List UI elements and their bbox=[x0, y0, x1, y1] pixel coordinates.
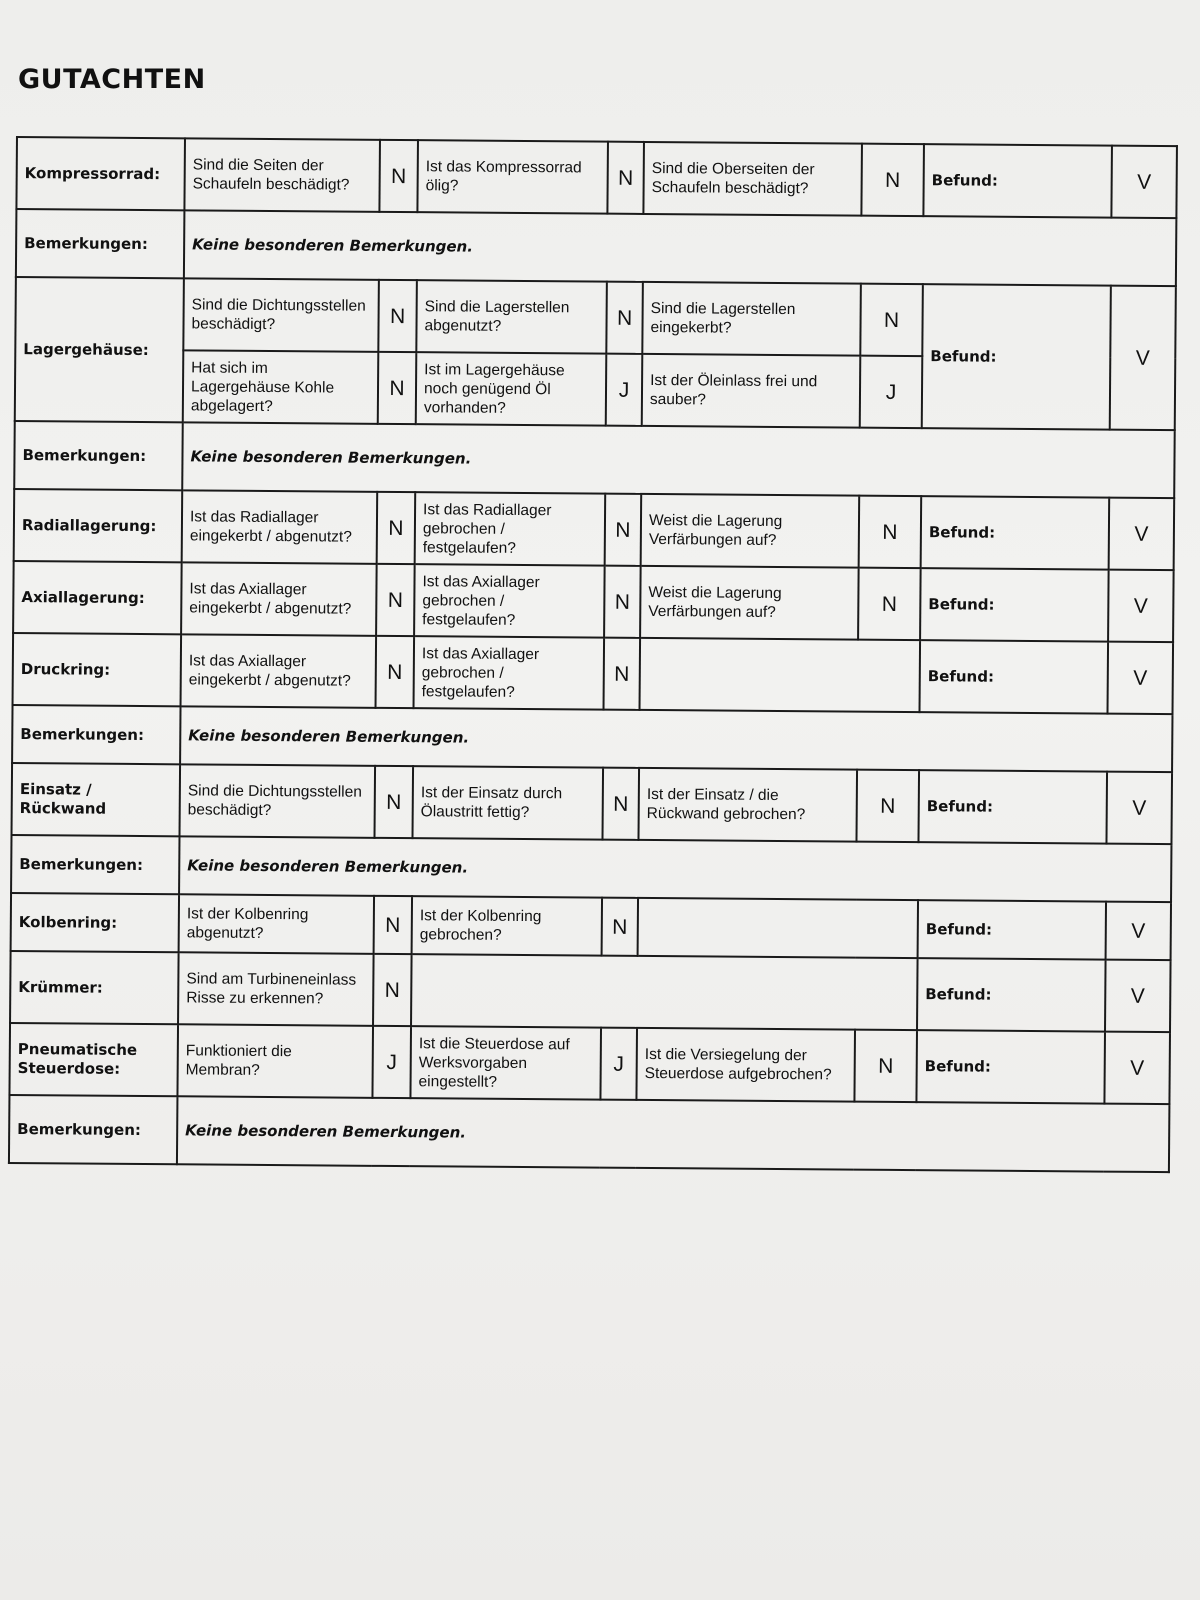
answer-cell: N bbox=[379, 140, 418, 212]
question-cell: Sind die Lagerstellen abgenutzt? bbox=[416, 280, 607, 353]
row-axiallagerung bbox=[13, 561, 1174, 642]
befund-label: Befund: bbox=[917, 958, 1106, 1031]
answer-cell: N bbox=[373, 954, 412, 1026]
inspection-form bbox=[8, 136, 1184, 1173]
section-label: Druckring: bbox=[13, 633, 182, 706]
section-label: Axiallagerung: bbox=[13, 561, 182, 634]
answer-cell: N bbox=[602, 898, 638, 956]
answer-cell: N bbox=[860, 284, 923, 356]
row-steuerdose bbox=[9, 1023, 1170, 1104]
answer-cell: N bbox=[604, 638, 641, 710]
answer-cell: N bbox=[854, 1030, 917, 1102]
befund-result: V bbox=[1108, 570, 1174, 643]
row-druckring bbox=[13, 633, 1174, 714]
answer-cell: N bbox=[374, 766, 413, 838]
empty-cell bbox=[638, 898, 918, 958]
answer-cell: N bbox=[605, 494, 642, 566]
question-cell: Ist das Axiallager gebrochen / festgelaufen? bbox=[414, 564, 605, 637]
befund-result: V bbox=[1105, 960, 1171, 1033]
befund-label: Befund: bbox=[918, 900, 1106, 959]
question-cell: Weist die Lagerung Verfärbungen auf? bbox=[640, 566, 859, 640]
section-label: Pneumatische Steuerdose: bbox=[9, 1023, 178, 1096]
question-cell: Sind die Dichtungsstellen beschädigt? bbox=[180, 764, 376, 838]
question-cell: Ist der Kolbenring gebrochen? bbox=[412, 896, 602, 955]
row-radiallagerung bbox=[14, 489, 1175, 570]
answer-cell: N bbox=[859, 496, 922, 568]
answer-cell: N bbox=[376, 636, 415, 708]
section-label: Lagergehäuse: bbox=[15, 277, 184, 422]
befund-result: V bbox=[1106, 772, 1172, 845]
befund-result: V bbox=[1106, 902, 1171, 961]
question-cell: Ist die Steuerdose auf Werksvorgaben eingestellt? bbox=[410, 1026, 601, 1099]
page-title: GUTACHTEN bbox=[18, 64, 206, 95]
question-cell: Sind die Dichtungsstellen beschädigt? bbox=[183, 278, 379, 352]
row-remarks-druckring bbox=[12, 705, 1172, 772]
befund-label: Befund: bbox=[920, 568, 1109, 641]
section-label: Krümmer: bbox=[10, 951, 179, 1024]
empty-cell bbox=[411, 954, 918, 1030]
answer-cell: J bbox=[860, 356, 923, 428]
question-cell: Ist das Axiallager gebrochen / festgelaufen? bbox=[414, 636, 605, 709]
question-cell: Ist der Kolbenring abgenutzt? bbox=[179, 894, 374, 954]
row-remarks-lagergehaeuse bbox=[14, 421, 1174, 498]
row-kolbenring bbox=[11, 893, 1171, 960]
remarks-label: Bemerkungen: bbox=[12, 705, 180, 764]
remarks-text: Keine besonderen Bemerkungen. bbox=[177, 1096, 1170, 1172]
befund-result: V bbox=[1107, 642, 1173, 715]
question-cell: Ist der Einsatz / die Rückwand gebrochen? bbox=[638, 768, 857, 842]
question-cell: Sind am Turbineneinlass Risse zu erkennen? bbox=[178, 952, 374, 1026]
section-label: Radiallagerung: bbox=[14, 489, 183, 562]
section-label: Einsatz / Rückwand bbox=[12, 763, 181, 836]
answer-cell: N bbox=[374, 896, 412, 954]
befund-result: V bbox=[1110, 286, 1176, 431]
question-cell: Funktioniert die Membran? bbox=[177, 1024, 373, 1098]
question-cell: Sind die Seiten der Schaufeln beschädigt? bbox=[184, 138, 380, 212]
question-cell: Ist die Versiegelung der Steuerdose aufgebrochen? bbox=[636, 1028, 855, 1102]
question-cell: Ist das Radiallager eingekerbt / abgenutzt? bbox=[182, 490, 378, 564]
row-remarks-steuerdose bbox=[9, 1095, 1169, 1172]
question-cell: Ist der Einsatz durch Ölaustritt fettig? bbox=[412, 766, 603, 839]
remarks-label: Bemerkungen: bbox=[16, 209, 185, 278]
remarks-text: Keine besonderen Bemerkungen. bbox=[180, 706, 1172, 772]
answer-cell: N bbox=[376, 564, 415, 636]
row-lagergehaeuse-1 bbox=[15, 277, 1176, 358]
question-cell: Sind die Oberseiten der Schaufeln beschädigt? bbox=[643, 142, 862, 216]
answer-cell: N bbox=[861, 144, 924, 216]
question-cell: Ist das Axiallager eingekerbt / abgenutzt? bbox=[181, 634, 377, 708]
section-label: Kolbenring: bbox=[11, 893, 179, 952]
remarks-text: Keine besonderen Bemerkungen. bbox=[182, 422, 1175, 498]
answer-cell: N bbox=[602, 768, 639, 840]
answer-cell: J bbox=[372, 1026, 411, 1098]
question-cell: Sind die Lagerstellen eingekerbt? bbox=[642, 282, 861, 356]
row-einsatz bbox=[12, 763, 1173, 844]
question-cell: Ist das Axiallager eingekerbt / abgenutzt? bbox=[181, 562, 377, 636]
question-cell: Ist der Öleinlass frei und sauber? bbox=[642, 354, 861, 428]
answer-cell: J bbox=[600, 1028, 637, 1100]
answer-cell: N bbox=[378, 352, 417, 424]
befund-label: Befund: bbox=[918, 770, 1107, 843]
remarks-label: Bemerkungen: bbox=[9, 1095, 178, 1164]
befund-label: Befund: bbox=[921, 496, 1110, 569]
remarks-text: Keine besonderen Bemerkungen. bbox=[179, 836, 1171, 902]
answer-cell: N bbox=[858, 568, 921, 640]
answer-cell: J bbox=[606, 354, 643, 426]
remarks-text: Keine besonderen Bemerkungen. bbox=[184, 210, 1177, 286]
answer-cell: N bbox=[378, 280, 417, 352]
answer-cell: N bbox=[856, 770, 919, 842]
question-cell: Ist das Radiallager gebrochen / festgelaufen? bbox=[415, 492, 606, 565]
answer-cell: N bbox=[604, 566, 641, 638]
befund-label: Befund: bbox=[922, 284, 1111, 429]
question-cell: Ist das Kompressorrad ölig? bbox=[417, 140, 608, 213]
row-remarks-einsatz bbox=[11, 835, 1171, 902]
row-kruemmer bbox=[10, 951, 1171, 1032]
section-label: Kompressorrad: bbox=[16, 137, 185, 210]
remarks-label: Bemerkungen: bbox=[14, 421, 183, 490]
answer-cell: N bbox=[606, 282, 643, 354]
empty-cell bbox=[640, 638, 921, 712]
question-cell: Weist die Lagerung Verfärbungen auf? bbox=[641, 494, 860, 568]
befund-result: V bbox=[1109, 498, 1175, 571]
answer-cell: N bbox=[607, 142, 644, 214]
befund-result: V bbox=[1111, 146, 1177, 219]
befund-label: Befund: bbox=[916, 1030, 1105, 1103]
question-cell: Ist im Lagergehäuse noch genügend Öl vorhanden? bbox=[416, 352, 607, 425]
question-cell: Hat sich im Lagergehäuse Kohle abgelagert? bbox=[183, 350, 379, 424]
befund-result: V bbox=[1104, 1032, 1170, 1105]
row-remarks-kompressorrad bbox=[16, 209, 1176, 286]
inspection-table bbox=[8, 136, 1178, 1173]
befund-label: Befund: bbox=[920, 640, 1109, 713]
remarks-label: Bemerkungen: bbox=[11, 835, 179, 894]
row-kompressorrad bbox=[16, 137, 1177, 218]
answer-cell: N bbox=[377, 492, 416, 564]
befund-label: Befund: bbox=[923, 144, 1112, 217]
